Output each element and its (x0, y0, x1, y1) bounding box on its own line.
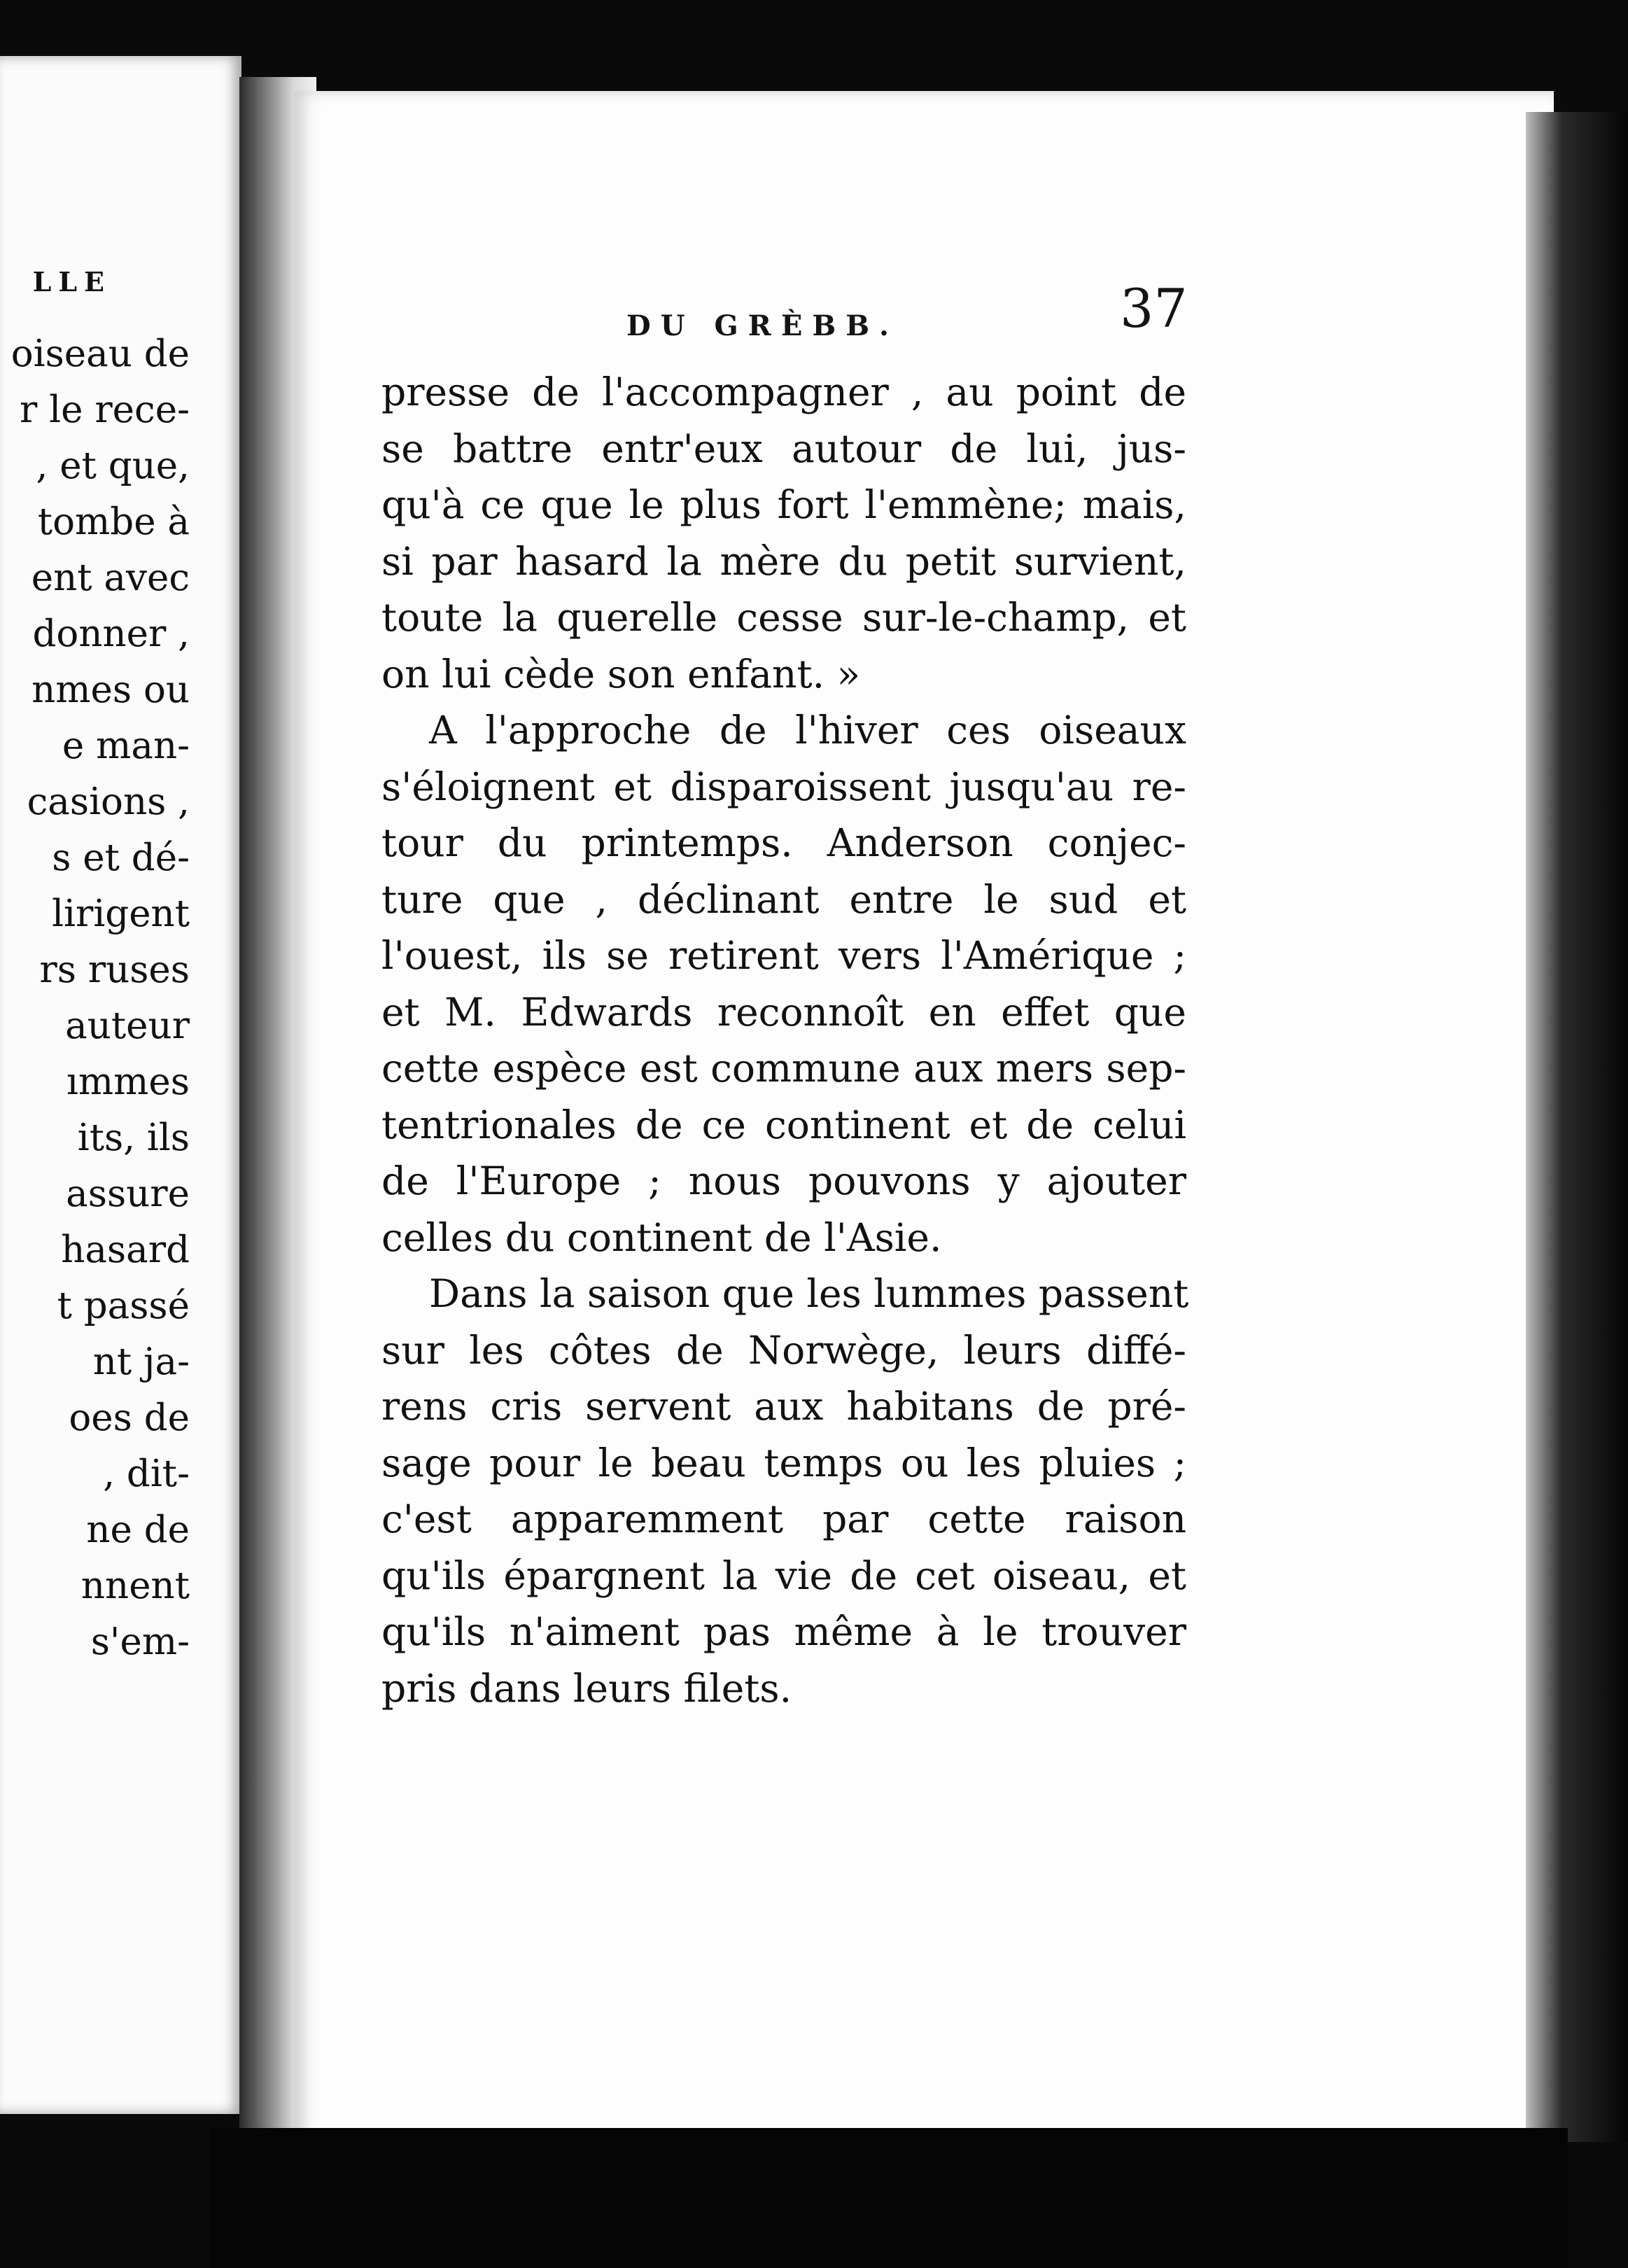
left-page-line: casions , (27, 780, 190, 823)
right-page-edge (1526, 112, 1628, 2142)
page-number: 37 (1120, 277, 1188, 340)
paragraph (381, 364, 1186, 702)
left-page-line: , et que, (36, 444, 190, 487)
left-page-line: hasard (61, 1228, 190, 1271)
text-line: celles du continent de l'Asie. (381, 1214, 942, 1260)
left-page-line: oes de (69, 1396, 190, 1439)
text-line: qu'à ce que le plus fort l'emmène; mais, (381, 482, 1186, 527)
left-page-line: nmes ou (31, 668, 190, 711)
text-line: pris dans leurs filets. (381, 1665, 792, 1711)
text-line: qu'ils n'aiment pas même à le trouver (381, 1609, 1186, 1654)
text-line: s'éloignent et disparoissent jusqu'au re- (381, 764, 1186, 809)
left-page-line: s et dé- (52, 836, 190, 879)
bottom-page-edge (210, 2128, 1568, 2268)
text-line: sur les côtes de Norwège, leurs diffé- (381, 1327, 1186, 1373)
left-page-line: ne de (86, 1508, 190, 1551)
left-page-line: , dit- (103, 1452, 190, 1495)
left-page-running-head: LLE (32, 266, 111, 298)
text-line: cette espèce est commune aux mers sep- (381, 1046, 1186, 1091)
left-page-line: ent avec (31, 556, 190, 599)
text-line: toute la querelle cesse sur-le-champ, et (381, 595, 1186, 640)
left-page-line: assure (66, 1172, 190, 1215)
left-page-line: lirigent (52, 892, 190, 935)
text-line: tour du printemps. Anderson conjec- (381, 820, 1186, 865)
text-line: si par hasard la mère du petit survient, (381, 538, 1186, 584)
left-page-line: rs ruses (39, 948, 190, 991)
text-line: se battre entr'eux autour de lui, jus- (381, 426, 1186, 471)
left-page-line: e man- (62, 724, 190, 767)
text-line: A l'approche de l'hiver ces oiseaux (429, 708, 1186, 752)
text-line: de l'Europe ; nous pouvons y ajouter (381, 1158, 1186, 1203)
paragraph (381, 1266, 1189, 1716)
left-page-line: nnent (80, 1564, 190, 1607)
text-line: c'est apparemment par cette raison (381, 1497, 1186, 1541)
text-line: l'ouest, ils se retirent vers l'Amérique ; (381, 933, 1186, 978)
paragraph (381, 702, 1186, 1266)
running-head: DU GRÈBB. (626, 309, 899, 342)
text-line: sage pour le beau temps ou les pluies ; (381, 1440, 1186, 1485)
left-page-line: t passé (57, 1284, 190, 1327)
left-page-line: ımmes (66, 1060, 190, 1103)
left-page-line: its, ils (77, 1116, 190, 1159)
left-page-line: donner , (32, 612, 190, 655)
left-page-line: auteur (65, 1004, 190, 1047)
left-page-line: tombe à (37, 500, 190, 543)
left-page-line: nt ja- (92, 1340, 190, 1383)
body-text (381, 364, 1189, 1716)
text-line: Dans la saison que les lummes passent (429, 1271, 1189, 1316)
text-line: et M. Edwards reconnoît en effet que (381, 989, 1186, 1035)
text-line: on lui cède son enfant. » (381, 651, 861, 696)
left-page-line: r le rece- (19, 388, 190, 431)
text-line: presse de l'accompagner , au point de (381, 370, 1186, 414)
text-line: qu'ils épargnent la vie de cet oiseau, et (381, 1553, 1186, 1598)
left-page-line: oiseau de (10, 332, 190, 375)
left-page-line: s'em- (90, 1620, 190, 1663)
text-line: rens cris servent aux habitans de pré- (381, 1384, 1186, 1429)
text-line: ture que , déclinant entre le sud et (381, 876, 1186, 922)
text-line: tentrionales de ce continent et de celui (381, 1102, 1186, 1147)
left-facing-page (0, 56, 241, 2114)
